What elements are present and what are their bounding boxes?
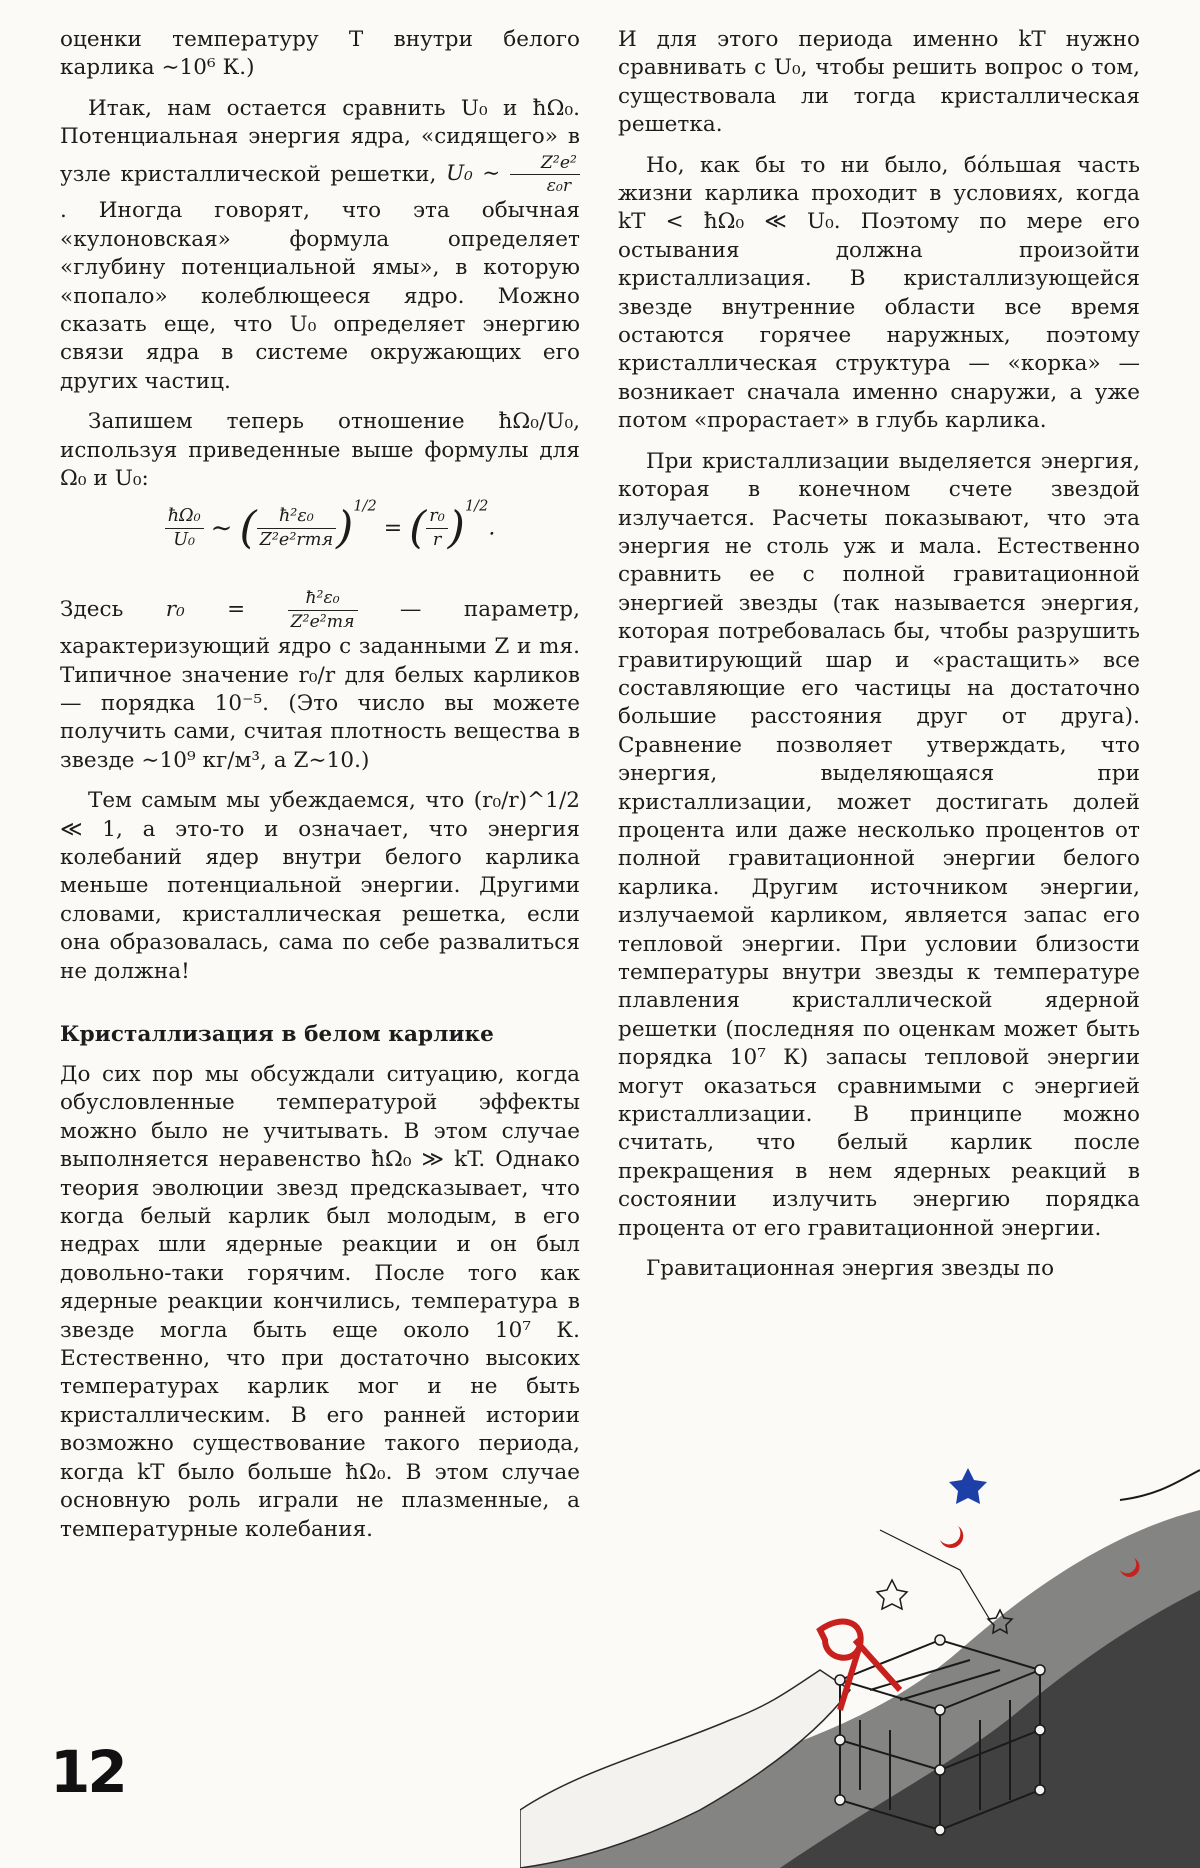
denominator: r	[432, 530, 442, 551]
paragraph: Тем самым мы убеждаемся, что (r₀/r)^1/2 ≪ 1, а это-то и означает, что энергия колебаний ядер внутри белого карлика меньше потенциальной энергии. Другими словами, кристаллическая решетка, если она образовалась, сама по себе развалиться не должна!	[60, 788, 580, 984]
left-column	[60, 26, 580, 1556]
paragraph: И для этого периода именно kT нужно сравнивать с U₀, чтобы решить вопрос о том, существовала ли тогда кристаллическая решетка.	[618, 27, 1140, 138]
denominator: U₀	[173, 530, 196, 551]
denominator: Z²e²mя	[290, 611, 355, 632]
star-outline	[877, 1580, 907, 1609]
paren-left: (	[239, 502, 257, 554]
paragraph-r0-definition	[60, 587, 580, 775]
exponent: 1/2	[353, 498, 377, 515]
exponent: 1/2	[464, 498, 489, 515]
paragraph: оценки температуру T внутри белого карлика ∼10⁶ К.)	[60, 27, 580, 81]
text: — параметр, характеризующий ядро с заданными Z и mя. Типичное значение r₀/r для белых карликов — порядка 10⁻⁵. (Это число вы можете получить сами, считая плотность вещества в звезде ∼10⁹ кг/м³, а Z∼10.)	[60, 597, 580, 773]
fraction-mid	[257, 505, 337, 552]
section-heading: Кристаллизация в белом карлике	[60, 1022, 494, 1047]
paragraph: Запишем теперь отношение ħΩ₀/U₀, используя приведенные выше формулы для Ω₀ и U₀:	[60, 409, 580, 491]
paragraph: До сих пор мы обсуждали ситуацию, когда обусловленные температурой эффекты можно было не учитывать. В этом случае выполняется неравенство ħΩ₀ ≫ kT. Однако теория эволюции звезд предсказывает, что когда белый карлик был молодым, в его недрах шли ядерные реакции и он был довольно-таки горячим. После того как ядерные реакции кончились, температура в звезде могла быть еще около 10⁷ К. Естественно, что при достаточно высоких температурах карлик мог и не быть кристаллическим. В его ранней истории возможно существование такого периода, когда kT было больше ħΩ₀. В этом случае основную роль играли не плазменные, а температурные колебания.	[60, 1062, 580, 1542]
period: .	[488, 515, 496, 541]
paragraph: Но, как бы то ни было, бóльшая часть жизни карлика проходит в условиях, когда kT < ħΩ₀ ≪ U₀. Поэтому по мере его остывания должна произойти кристаллизация. В кристаллизующейся звезде внутренние области все время остаются горячее наружных, поэтому кристаллическая структура — «корка» — возникает сначала именно снаружи, а уже потом «прорастает» в глубь карлика.	[618, 152, 1140, 434]
formula-r0	[165, 588, 400, 632]
fraction-rhs	[426, 505, 447, 552]
numerator: ħ²ε₀	[257, 505, 337, 529]
formula-lhs: U₀ ∼	[445, 161, 501, 187]
page-number: 12	[50, 1738, 125, 1806]
paragraph: При кристаллизации выделяется энергия, которая в конечном счете звездой излучается. Расчеты показывают, что эта энергия не столь уж и мала. Естественно сравнить ее с полной гравитационной энергией звезды (так называется энергия, которая потребовалась бы, чтобы разрушить гравитирующий шар и «растащить» все составляющие его частицы на достаточно большие расстояния друг от друга). Сравнение позволяет утверждать, что энергия, выделяющаяся при кристаллизации, может достигать долей процента или даже несколько процентов от полной гравитационной энергии белого карлика. Другим источником энергии, излучаемой карликом, является запас его тепловой энергии. При условии близости температуры внутри звезды к температуре плавления кристаллической ядерной решетки (последняя по оценкам может быть порядка 10⁷ К) запасы тепловой энергии могут оказаться сравнимыми с энергией кристаллизации. В принципе можно считать, что белый карлик после прекращения в нем ядерных реакций в состоянии излучить энергию порядка процента от его гравитационной энергии.	[618, 448, 1140, 1241]
paren-right: )	[447, 502, 465, 554]
text: Итак, нам остается сравнить U₀ и ħΩ₀. Потенциальная энергия ядра, «сидящего» в узле кристаллической решетки,	[60, 95, 580, 187]
numerator: Z²e²	[510, 152, 580, 175]
fraction	[510, 152, 580, 198]
formula-ratio	[60, 498, 580, 575]
illustration-crystal-star	[520, 1390, 1200, 1868]
fraction	[288, 587, 358, 633]
numerator: ħΩ₀	[165, 505, 204, 529]
equals-sign: =	[383, 516, 403, 542]
denominator: Z²e²rmя	[259, 530, 334, 551]
denominator: ε₀r	[546, 175, 572, 196]
star-blue	[949, 1468, 987, 1504]
paragraph: Гравитационная энергия звезды по	[646, 1256, 1055, 1282]
sketch-line	[1120, 1470, 1200, 1500]
paren-right: )	[336, 502, 354, 554]
fraction-lhs	[165, 505, 204, 552]
numerator: ħ²ε₀	[288, 587, 358, 610]
formula-u0	[445, 152, 580, 196]
formula-lhs: r₀ =	[165, 597, 246, 623]
numerator: r₀	[426, 505, 447, 529]
paragraph-potential-energy	[60, 95, 580, 396]
moon-red	[940, 1526, 963, 1548]
sim-sign: ∼	[210, 513, 233, 544]
paren-left: (	[409, 502, 427, 554]
text: . Иногда говорят, что эта обычная «кулоновская» формула определяет «глубину потенциальной ямы», в которую «попало» колеблющееся ядро. Можно сказать еще, что U₀ определяет энергию связи ядра в системе окружающих его других частиц.	[60, 198, 580, 394]
text: Здесь	[60, 597, 124, 623]
right-column	[618, 26, 1140, 1295]
